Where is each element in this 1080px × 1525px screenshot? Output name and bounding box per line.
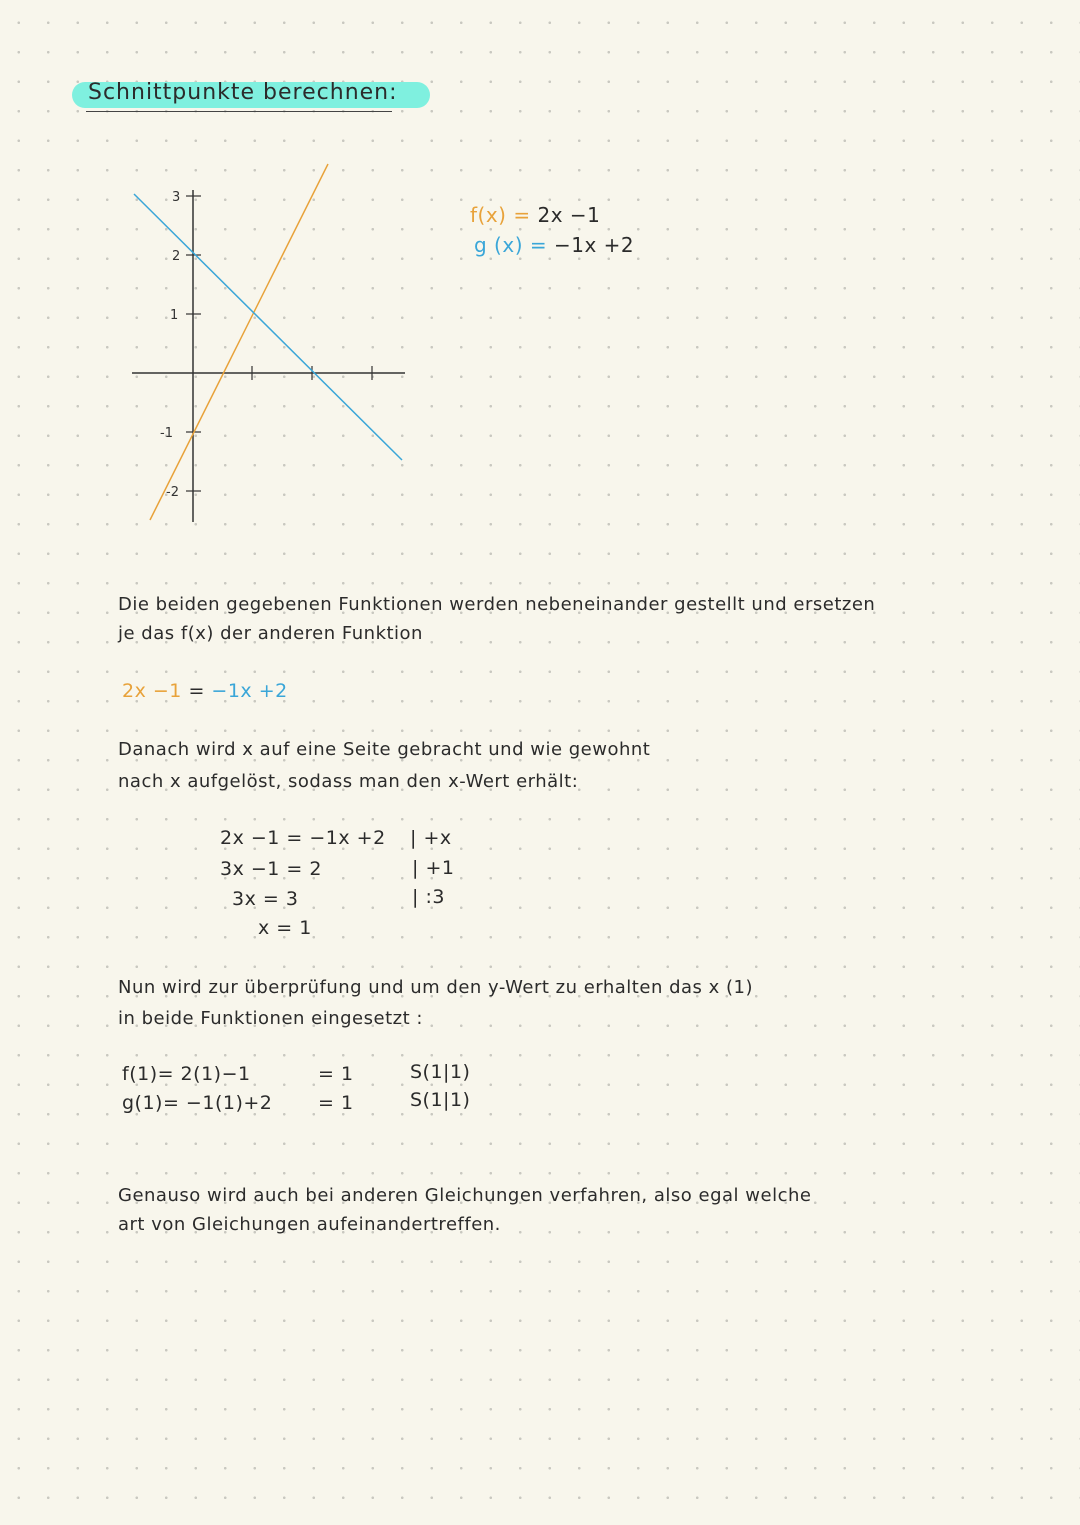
function-graph — [0, 0, 1080, 560]
paragraph-4-line-1: Genauso wird auch bei anderen Gleichungen verfahren, also egal welche — [118, 1185, 812, 1206]
paragraph-1-line-1: Die beiden gegebenen Funktionen werden nebeneinander gestellt und ersetzen — [118, 594, 876, 615]
solving-step: 3x −1 = 2 — [220, 858, 322, 880]
paragraph-1-line-2: je das f(x) der anderen Funktion — [118, 623, 423, 644]
solving-step: 3x = 3 — [232, 888, 299, 910]
solving-op: | :3 — [412, 886, 445, 908]
equation-left: 2x −1 — [122, 680, 182, 702]
check-g-result: = 1 — [318, 1092, 354, 1114]
check-f-result: = 1 — [318, 1063, 354, 1085]
intersection-point: S(1|1) — [410, 1061, 471, 1083]
solving-step: x = 1 — [258, 917, 312, 939]
y-tick-label: 3 — [172, 190, 181, 205]
f-line — [150, 164, 328, 520]
y-tick-label: -1 — [160, 426, 173, 441]
paragraph-4-line-2: art von Gleichungen aufeinandertreffen. — [118, 1214, 501, 1235]
solving-op: | +x — [410, 827, 452, 849]
f-label: f(x) = — [470, 203, 531, 227]
g-definition — [474, 233, 634, 257]
check-g: g(1)= −1(1)+2 — [122, 1092, 273, 1114]
check-f: f(1)= 2(1)−1 — [122, 1063, 251, 1085]
y-tick-label: 2 — [172, 249, 181, 264]
f-definition — [470, 203, 600, 227]
paragraph-3-line-2: in beide Funktionen eingesetzt : — [118, 1008, 423, 1029]
f-expression: 2x −1 — [537, 203, 601, 227]
paragraph-2-line-2: nach x aufgelöst, sodass man den x-Wert erhält: — [118, 771, 579, 792]
paragraph-2-line-1: Danach wird x auf eine Seite gebracht und wie gewohnt — [118, 739, 651, 760]
g-expression: −1x +2 — [553, 233, 635, 257]
g-label: g (x) = — [474, 233, 548, 257]
g-line — [134, 194, 402, 460]
equation-right: −1x +2 — [211, 680, 288, 702]
page-title: Schnittpunkte berechnen: — [88, 80, 398, 105]
intersection-point: S(1|1) — [410, 1089, 471, 1111]
paragraph-3-line-1: Nun wird zur überprüfung und um den y-Wert zu erhalten das x (1) — [118, 977, 753, 998]
y-tick-label: -2 — [166, 485, 179, 500]
y-tick-label: 1 — [170, 308, 179, 323]
equation-setup — [122, 680, 288, 702]
solving-op: | +1 — [412, 857, 455, 879]
equation-equals: = — [188, 680, 205, 702]
solving-step: 2x −1 = −1x +2 — [220, 827, 386, 849]
